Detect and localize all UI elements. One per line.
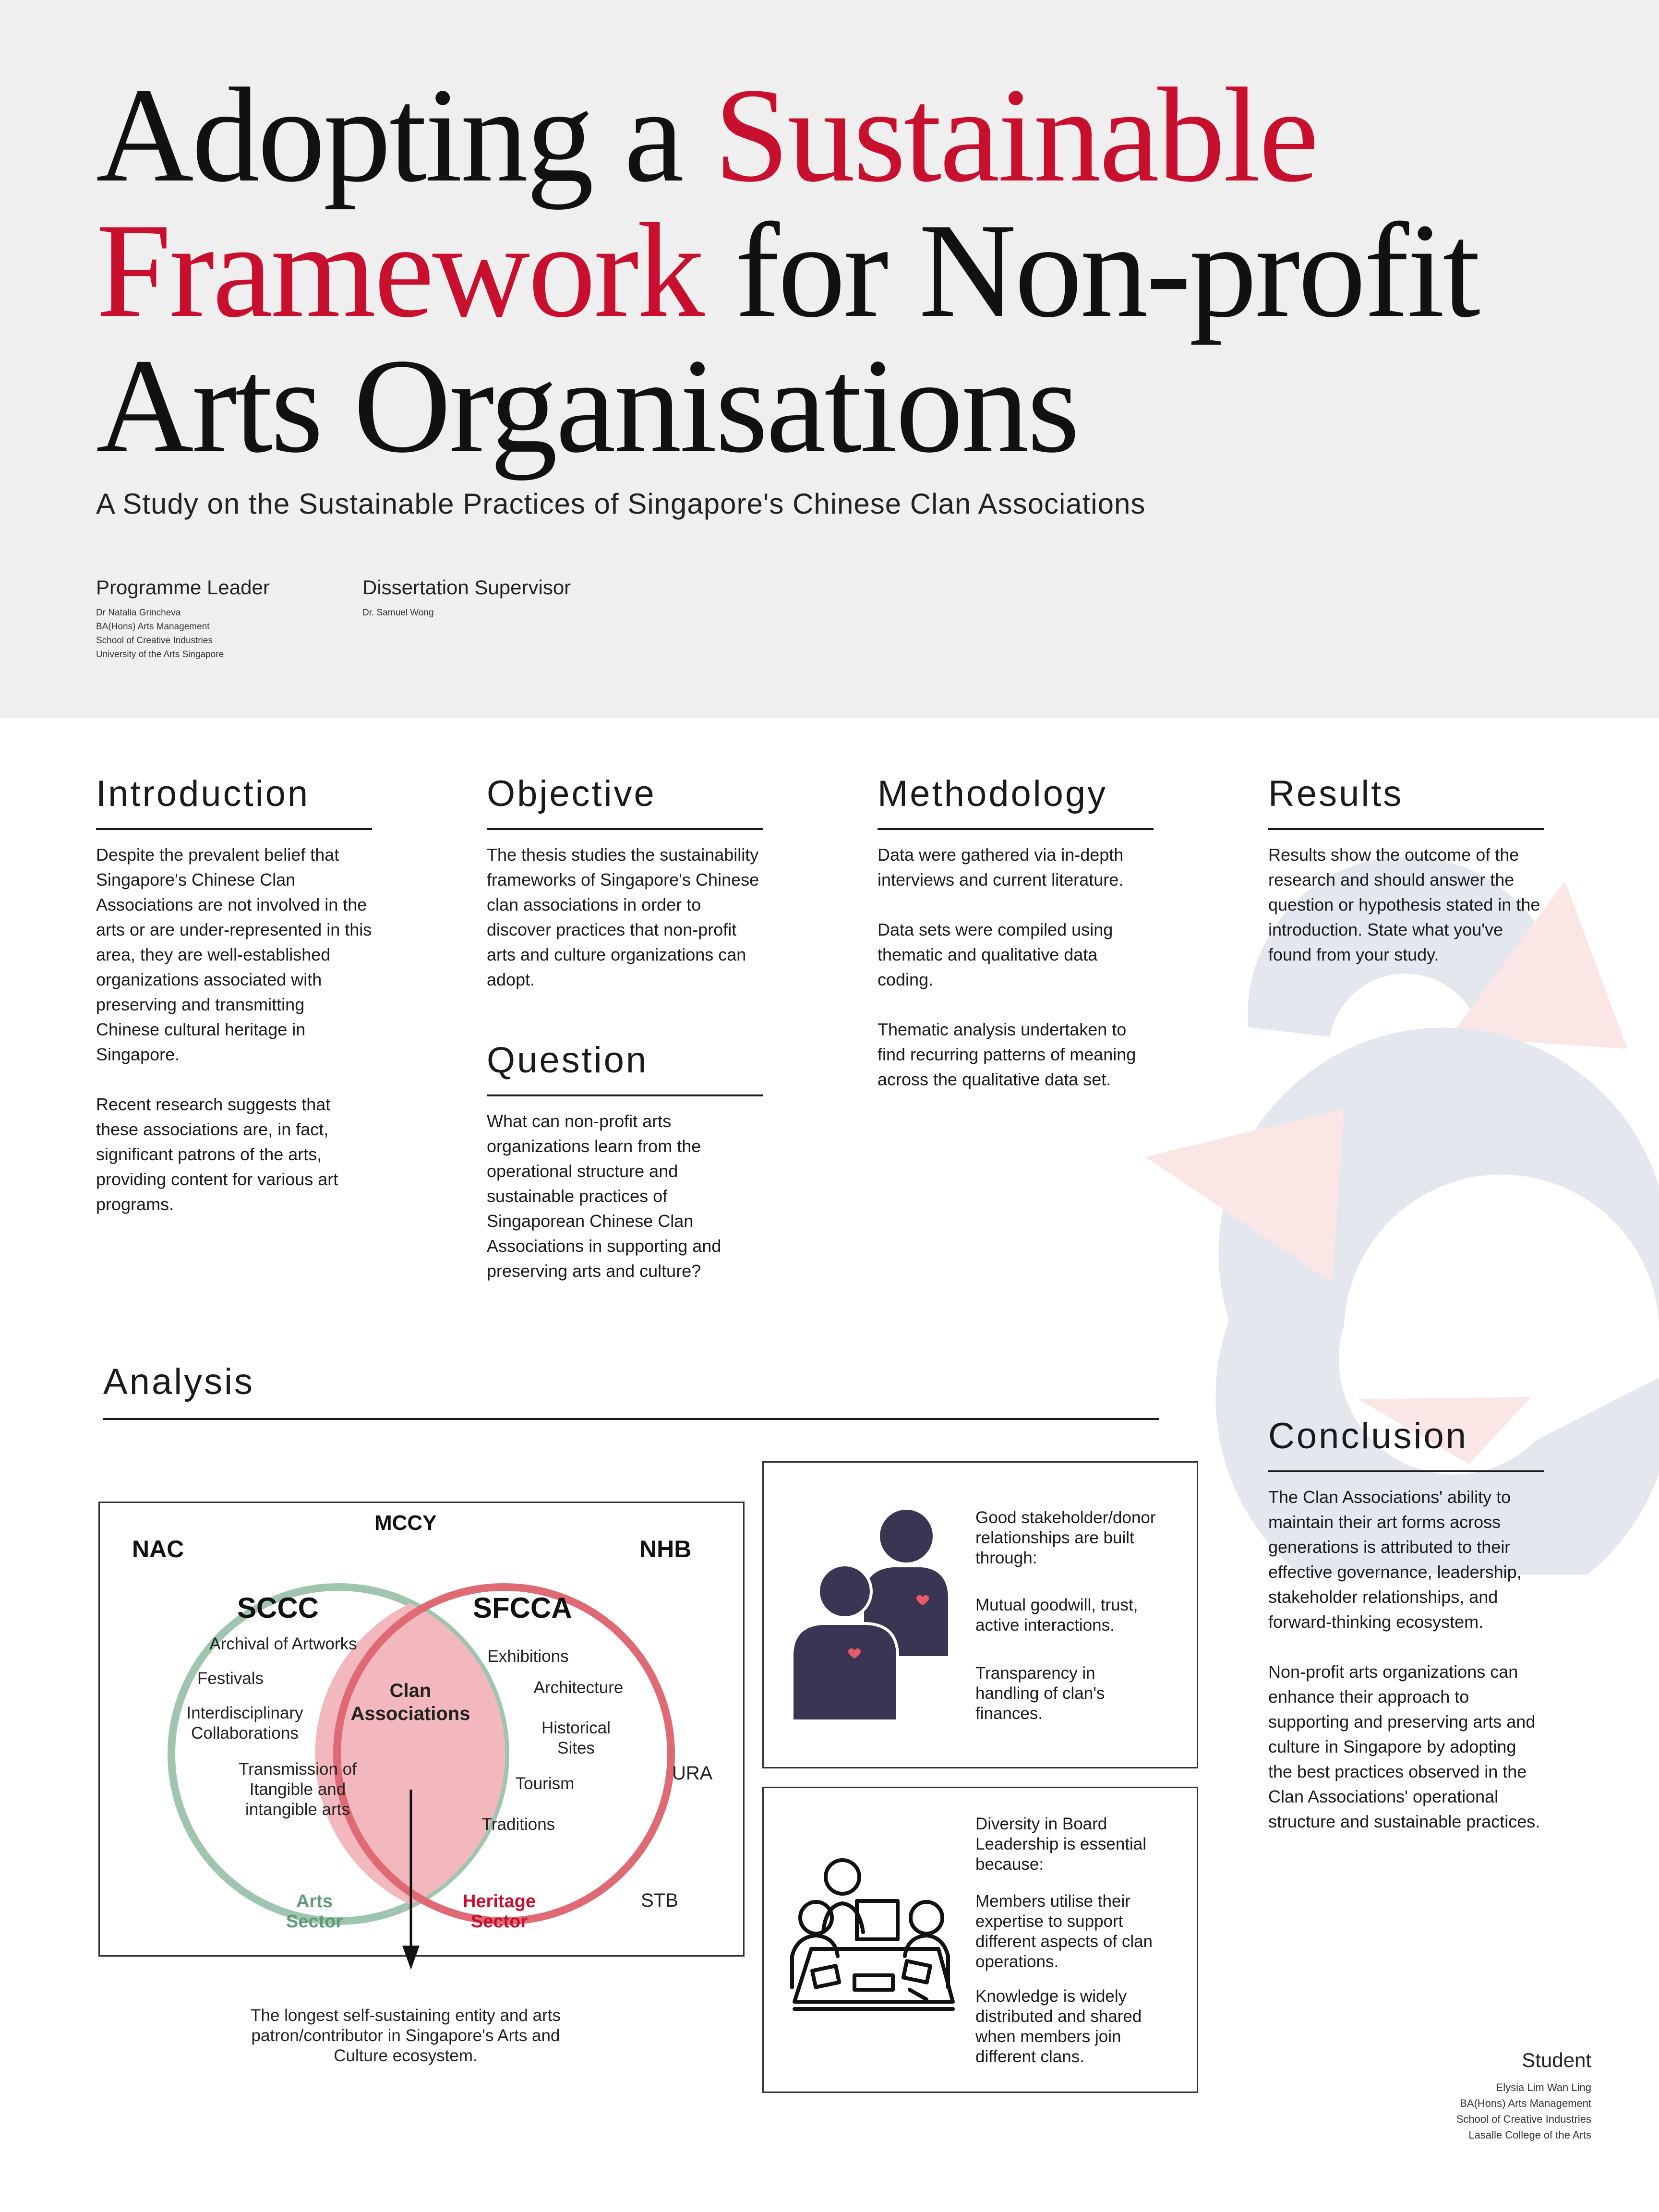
stakeholder-point-2: Transparency in handling of clan's finances.	[975, 1664, 1105, 1723]
credit-line: Elysia Lim Wan Ling	[1496, 2081, 1591, 2093]
supervisor-heading: Dissertation Supervisor	[362, 576, 571, 599]
agency-stb: STB	[641, 1890, 678, 1911]
credit-line: BA(Hons) Arts Management	[96, 622, 210, 632]
person-front-body	[792, 1623, 898, 1721]
credit-line: Lasalle College of the Arts	[1468, 2129, 1591, 2141]
title-part-1: Adopting a	[96, 60, 714, 210]
poster-subtitle: A Study on the Sustainable Practices of Singapore's Chinese Clan Associations	[96, 488, 1146, 520]
venn-item-traditions: Traditions	[481, 1815, 555, 1834]
methodology-paragraph-3: Thematic analysis undertaken to find recurring patterns of meaning across the qualitative data set.	[878, 1020, 1136, 1089]
credit-line: University of the Arts Singapore	[96, 649, 224, 660]
section-divider	[1268, 1470, 1544, 1472]
conclusion-paragraph-1: The Clan Associations' ability to maintain their art forms across generations is attributed to their effective governance, leadership, stakeholder relationships, and forward-thinking ecosystem.	[1268, 1487, 1522, 1632]
title-part-2: for Non-profit	[702, 195, 1479, 345]
objective-section	[487, 773, 763, 992]
conclusion-heading: Conclusion	[1268, 1416, 1468, 1456]
agency-mccy: MCCY	[374, 1511, 437, 1535]
results-body: Results show the outcome of the research and should answer the question or hypothesis stated in the introduction. State what you've found from your study.	[1268, 845, 1540, 964]
board-intro: Diversity in Board Leadership is essential because:	[975, 1815, 1147, 1874]
credit-line: School of Creative Industries	[1456, 2113, 1591, 2125]
methodology-paragraph-1: Data were gathered via in-depth interviews and current literature.	[878, 845, 1124, 890]
venn-item-transmission: Transmission of Itangible and intangible arts	[239, 1760, 357, 1819]
conclusion-paragraph-2: Non-profit arts organizations can enhance their approach to supporting and preserving arts and culture in Singapore by adopting the best practices observed in the Clan Associations' operational structure and sustainable practices.	[1268, 1662, 1540, 1831]
methodology-paragraph-2: Data sets were compiled using thematic and qualitative data coding.	[878, 920, 1113, 989]
student-heading: Student	[1522, 2049, 1591, 2071]
objective-heading: Objective	[487, 773, 656, 814]
venn-item-historical-sites: Historical Sites	[541, 1719, 611, 1757]
venn-diagram	[98, 1502, 746, 1986]
stakeholder-point-1: Mutual goodwill, trust, active interactions.	[975, 1596, 1138, 1635]
sfcca-title: SFCCA	[473, 1592, 572, 1624]
section-divider	[103, 1418, 1159, 1420]
objective-body: The thesis studies the sustainability frameworks of Singapore's Chinese clan associations in order to discover practices that non-profit arts and culture organizations can adopt.	[487, 845, 759, 989]
title-red-2: Framework	[96, 195, 703, 345]
introduction-section	[96, 773, 372, 1217]
arts-sector-label: Arts Sector	[286, 1891, 343, 1932]
methodology-section	[878, 773, 1154, 1092]
agency-nac: NAC	[132, 1536, 184, 1563]
board-point-1: Members utilise their expertise to support different aspects of clan operations.	[975, 1892, 1153, 1971]
section-divider	[878, 828, 1154, 830]
venn-item-exhibitions: Exhibitions	[487, 1647, 569, 1666]
credit-line: School of Creative Industries	[96, 636, 213, 646]
title-red-1: Sustainable	[714, 60, 1317, 210]
question-body: What can non-profit arts organizations learn from the operational structure and sustainable practices of Singaporean Chinese Clan Associations in supporting and preserving arts and culture?	[487, 1111, 721, 1281]
credit-line: Dr. Samuel Wong	[362, 608, 434, 618]
agency-ura: URA	[672, 1763, 713, 1784]
venn-item-festivals: Festivals	[197, 1669, 264, 1688]
arrow-head	[402, 1946, 420, 1970]
section-divider	[487, 1094, 763, 1096]
credit-line: Dr Natalia Grincheva	[96, 608, 181, 618]
section-divider	[487, 828, 763, 830]
title-part-3: Arts Organisations	[96, 331, 1078, 481]
paper-right	[903, 1961, 930, 1983]
heritage-sector-label: Heritage Sector	[462, 1891, 536, 1932]
book	[854, 1975, 893, 1990]
results-heading: Results	[1268, 773, 1404, 814]
dissertation-supervisor	[362, 576, 612, 620]
poster-title	[96, 60, 1584, 481]
student-credit	[1339, 2049, 1591, 2143]
stakeholder-intro: Good stakeholder/donor relationships are built through:	[975, 1508, 1156, 1567]
board-point-2: Knowledge is widely distributed and shared when members join different clans.	[975, 1987, 1142, 2066]
pen	[910, 1990, 926, 1999]
person-front-head	[818, 1565, 871, 1618]
paper-left	[812, 1966, 839, 1987]
venn-item-tourism: Tourism	[515, 1774, 575, 1793]
methodology-heading: Methodology	[878, 773, 1108, 814]
conclusion-section	[1268, 1415, 1544, 1834]
stakeholders-icon	[787, 1503, 960, 1728]
board-meeting-icon	[782, 1853, 967, 2026]
results-section	[1268, 773, 1544, 967]
person-head-top	[826, 1860, 859, 1894]
introduction-paragraph-1: Despite the prevalent belief that Singapore's Chinese Clan Associations are not involved in the arts or are under-represented in this area, they are well-established organizations associated with preserving and transmitting Chinese cultural heritage in Singapore.	[96, 845, 372, 1064]
question-heading: Question	[487, 1040, 649, 1081]
sccc-title: SCCC	[237, 1592, 319, 1624]
analysis-caption: The longest self-sustaining entity and arts patron/contributor in Singapore's Arts and Culture ecosystem.	[251, 2006, 561, 2065]
venn-item-interdisciplinary: Interdisciplinary Collaborations	[186, 1704, 303, 1743]
venn-item-archival: Archival of Artworks	[209, 1635, 357, 1653]
person-back-head	[880, 1510, 933, 1563]
venn-item-architecture: Architecture	[533, 1678, 624, 1697]
section-divider	[1268, 828, 1544, 830]
person-head-right	[911, 1902, 942, 1934]
credit-line: BA(Hons) Arts Management	[1460, 2097, 1591, 2109]
section-divider	[96, 828, 372, 830]
clan-associations-center: Clan Associations	[350, 1680, 470, 1724]
programme-leader-heading: Programme Leader	[96, 576, 270, 599]
analysis-heading: Analysis	[103, 1361, 254, 1402]
agency-nhb: NHB	[639, 1536, 692, 1563]
introduction-paragraph-2: Recent research suggests that these associations are, in fact, significant patrons of the arts, providing content for various art programs.	[96, 1094, 338, 1214]
analysis-section-header	[103, 1361, 1159, 1420]
question-section	[487, 1039, 763, 1284]
programme-leader	[96, 576, 346, 661]
introduction-heading: Introduction	[96, 773, 310, 814]
